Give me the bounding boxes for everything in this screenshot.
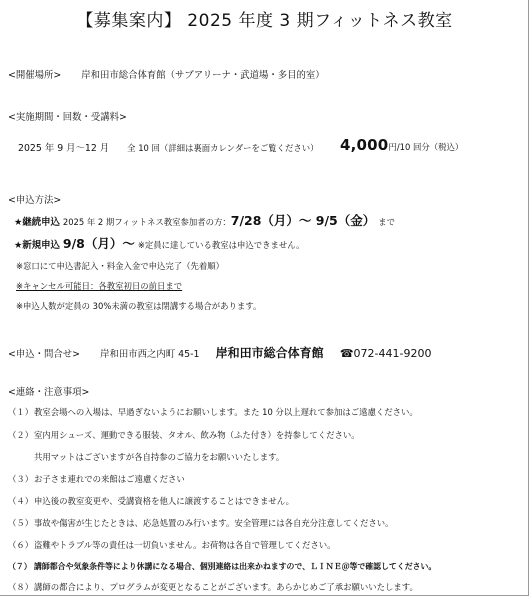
contact-address: 岸和田市西之内町 45-1 (100, 349, 200, 360)
continuing-dates: 7/28（月）～ 9/5（金） (230, 213, 376, 228)
new-dates: 9/8（月）～ (62, 236, 135, 251)
note-item (8, 581, 418, 593)
continuing-line (14, 211, 395, 229)
note-item-continuation (34, 451, 284, 463)
note-number: （３） (8, 474, 34, 484)
application-heading: <申込方法> (8, 195, 62, 206)
schedule-period: 2025 年 9 月～12 月 (18, 143, 110, 154)
note-item (8, 517, 393, 529)
note-item (8, 495, 294, 507)
note-text: 講師の都合により、プログラムが変更となることがございます。あらかじめご了承お願いいたします。 (34, 582, 418, 592)
contact-tel: ☎072-441-9200 (339, 347, 432, 360)
note-item (8, 539, 336, 551)
minimum-note: ※申込人数が定員の 30%未満の教室は閉講する場合があります。 (16, 301, 262, 311)
continuing-text: 2025 年 2 期フィットネス教室参加者の方： (62, 217, 231, 227)
venue-heading: <開催場所> (8, 70, 62, 81)
note-item (8, 429, 360, 441)
price-value: 4,000 (340, 136, 389, 154)
note-number: （２） (8, 430, 34, 440)
page-title: 【募集案内】 2025 年度 3 期フィットネス教室 (76, 11, 453, 31)
counter-note: ※窓口にて申込書記入・料金入金で申込完了（先着順） (16, 261, 225, 271)
contact-line (8, 342, 431, 361)
note-number: （７） (8, 562, 32, 571)
note-number: （８） (8, 582, 34, 592)
note-text: 申込後の教室変更や、受講資格を他人に譲渡することはできません。 (34, 496, 294, 506)
note-number: （４） (8, 496, 34, 506)
price-line (340, 135, 463, 154)
note-item (8, 473, 185, 485)
venue-section (8, 67, 325, 81)
note-number: （６） (8, 540, 34, 550)
new-note: ※定員に達している教室は申込できません。 (137, 240, 305, 250)
note-text: 共用マットはございますが各自持参のご協力をお願いいたします。 (34, 452, 285, 462)
note-item (8, 406, 418, 418)
note-text: 講師都合や気象条件等により休講になる場合、個別連絡は出来かねますので、ＬＩＮＥ＠等で確認してください。 (34, 562, 437, 571)
new-label: ★新規申込 (14, 240, 60, 251)
note-number: （５） (8, 518, 34, 528)
note-text: 教室会場への入場は、早過ぎないようにお願いします。また 10 分以上遅れて参加はご遠慮ください。 (34, 407, 418, 417)
contact-heading: <申込・問合せ> (8, 349, 80, 360)
note-text: 盗難やトラブル等の責任は一切負いません。お荷物は各自で管理してください。 (34, 540, 336, 550)
cancel-note: ※キャンセル可能日：各教室初日の前日まで (16, 281, 183, 291)
schedule-line (18, 140, 318, 154)
schedule-heading: <実施期間・回数・受講料> (8, 112, 127, 123)
schedule-count: 全 10 回（詳細は裏面カレンダーをご覧ください） (127, 143, 319, 153)
contact-name: 岸和田市総合体育館 (215, 346, 324, 360)
note-text: 室内用シューズ、運動できる服装、タオル、飲み物（ふた付き）を持参してください。 (34, 430, 360, 440)
price-unit: 円/10 回分（税込） (388, 142, 464, 152)
venue-value: 岸和田市総合体育館（サブアリーナ・武道場・多目的室） (81, 70, 325, 81)
note-item-important (8, 561, 436, 572)
note-text: お子さま連れでの来館はご遠慮ください (34, 474, 185, 484)
note-number: （１） (8, 407, 34, 417)
new-line (14, 234, 305, 252)
notes-heading: <連絡・注意事項> (8, 387, 90, 398)
note-text: 事故や傷害が生じたときは、応急処置のみ行います。安全管理には各自充分注意してください。 (34, 518, 394, 528)
continuing-suffix: まで (378, 217, 395, 227)
continuing-label: ★継続申込 (14, 217, 60, 228)
